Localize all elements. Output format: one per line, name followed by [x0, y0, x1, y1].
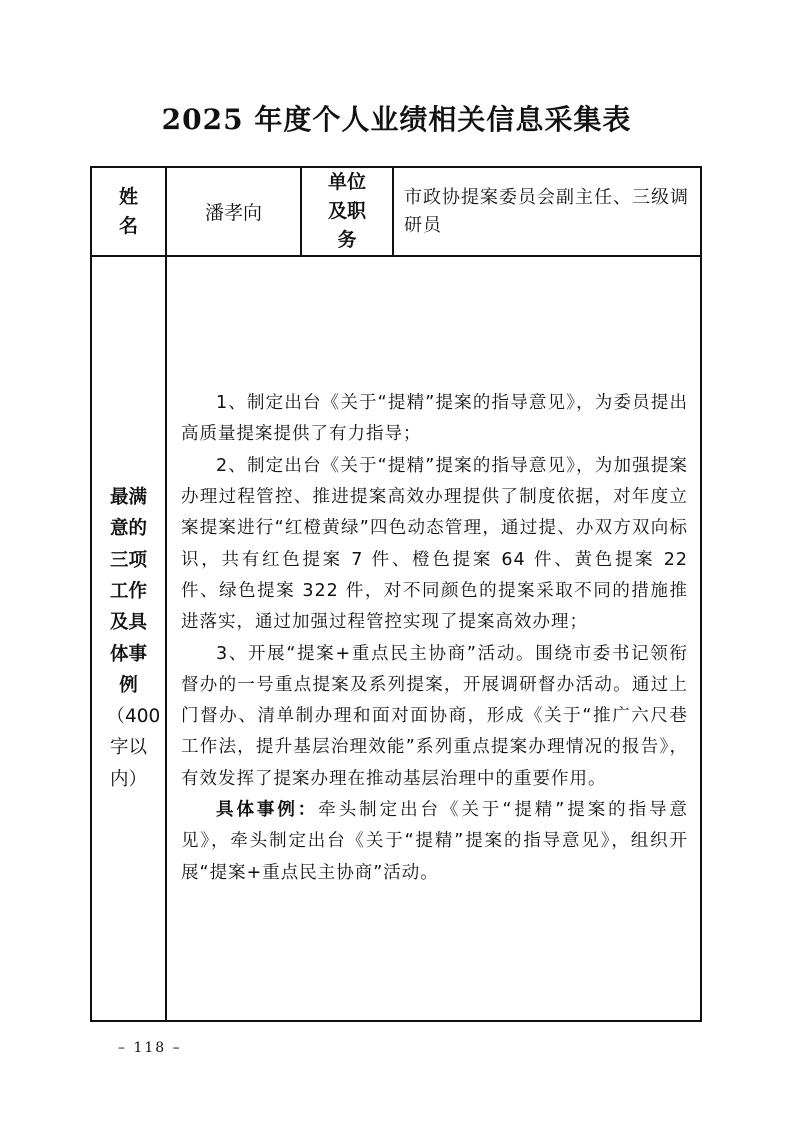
name-value-cell [166, 167, 301, 256]
work-content-cell [166, 256, 701, 1021]
work-label-cell [91, 256, 166, 1021]
unit-label-cell [301, 167, 393, 256]
unit-value-cell [393, 167, 701, 256]
example-text: 牵头制定出台《关于“提精”提案的指导意见》，牵头制定出台《关于“提精”提案的指导意见》，组织开展“提案+重点民主协商”活动。 [181, 799, 689, 883]
work-item-2: 2、制定出台《关于“提精”提案的指导意见》，为加强提案办理过程管控、推进提案高效办理提供了制度依据，对年度立案提案进行“红橙黄绿”四色动态管理，通过提、办双方双向标识，共有红色提案 7 件、橙色提案 64 件、黄色提案 22 件、绿色提案 322 件，对不同颜色的提案采取不同的措施推进落实，通过加强过程管控实现了提案高效办理； [181, 455, 688, 633]
unit-value: 市政协提案委员会副主任、三级调研员 [404, 186, 689, 236]
work-label-note: （400字以内） [106, 706, 161, 790]
name-label-cell [91, 167, 166, 256]
document-title: 2025 年度个人业绩相关信息采集表 [161, 103, 632, 136]
work-label [106, 482, 161, 795]
work-content [167, 388, 700, 889]
name-value: 潘孝向 [204, 202, 262, 224]
example-paragraph [181, 795, 688, 889]
example-label: 具体事例： [216, 799, 319, 820]
info-form-table [90, 166, 702, 1022]
work-item-1: 1、制定出台《关于“提精”提案的指导意见》，为委员提出高质量提案提供了有力指导； [181, 393, 688, 445]
unit-label: 单位及职务 [327, 171, 366, 251]
work-row [91, 256, 701, 1021]
header-row [91, 167, 701, 256]
page-number: – 118 – [118, 1040, 182, 1056]
name-label: 姓 名 [118, 185, 146, 237]
work-item-3: 3、开展“提案+重点民主协商”活动。围绕市委书记领衔督办的一号重点提案及系列提案，开展调研督办活动。通过上门督办、清单制办理和面对面协商，形成《关于“推广六尺巷工作法，提升基层治理效能”系列重点提案办理情况的报告》，有效发挥了提案办理在推动基层治理中的重要作用。 [181, 643, 688, 789]
work-label-text: 最满意的三项工作及具体事例 [109, 487, 147, 696]
